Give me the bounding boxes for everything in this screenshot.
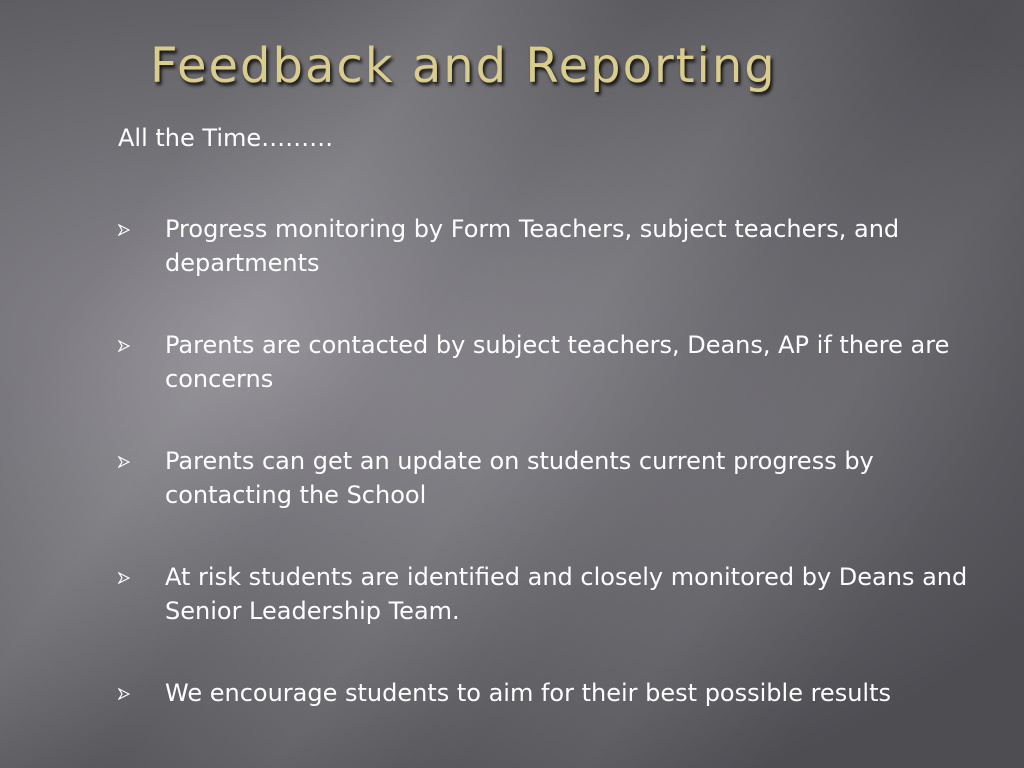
arrow-bullet-icon — [118, 572, 130, 584]
arrow-bullet-icon — [118, 688, 130, 700]
arrow-bullet-icon — [118, 340, 130, 352]
slide-subtitle: All the Time……… — [118, 124, 334, 152]
bullet-text: Parents are contacted by subject teachers, Deans, AP if there are concerns — [165, 331, 950, 393]
bullet-item — [118, 676, 968, 710]
slide-title: Feedback and Reporting — [150, 38, 777, 94]
arrow-bullet-icon — [118, 224, 130, 236]
bullet-text: Parents can get an update on students current progress by contacting the School — [165, 447, 874, 509]
bullet-item — [118, 560, 968, 628]
bullet-item — [118, 328, 968, 396]
bullet-text: At risk students are identified and closely monitored by Deans and Senior Leadership Team. — [165, 563, 968, 625]
bullet-list — [118, 212, 968, 758]
bullet-item — [118, 444, 968, 512]
bullet-item — [118, 212, 968, 280]
arrow-bullet-icon — [118, 456, 130, 468]
bullet-text: Progress monitoring by Form Teachers, subject teachers, and departments — [165, 215, 900, 277]
bullet-text: We encourage students to aim for their best possible results — [165, 679, 891, 707]
